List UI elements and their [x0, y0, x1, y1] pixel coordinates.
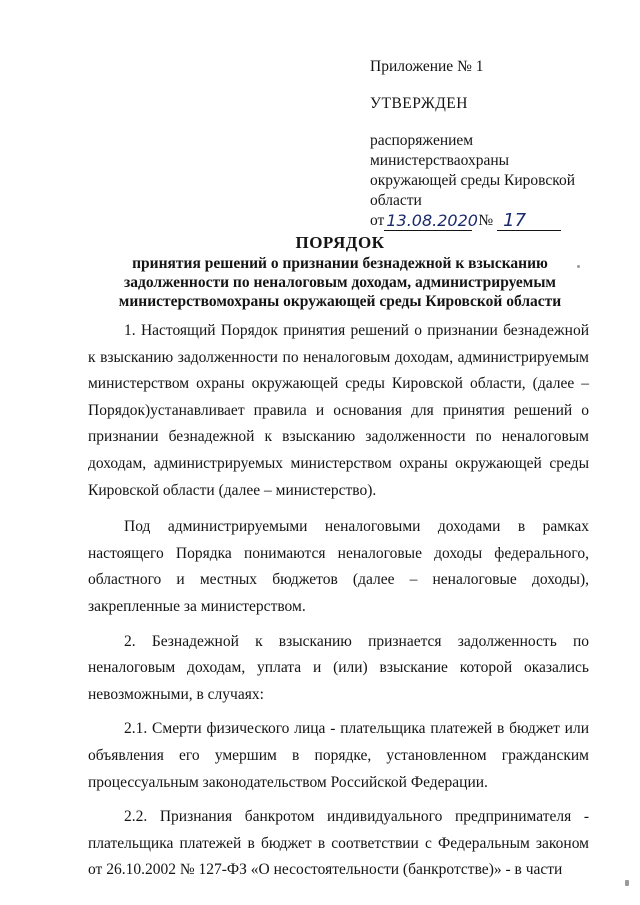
approved-label: УТВЕРЖДЕН — [370, 95, 468, 112]
paragraph: 2. Безнадежной к взысканию признается задолженность по неналоговым доходам, уплата и (или) взыскание которой оказались невозможными, в случаях: — [88, 632, 589, 703]
title-subtitle-line: принятия решений о признании безнадежной к взысканию — [132, 255, 548, 272]
number-sign: № — [478, 212, 494, 229]
title-heading: ПОРЯДОК — [295, 233, 385, 252]
approval-block — [370, 57, 610, 231]
order-line: министерстваохраны — [370, 152, 510, 169]
document-title — [80, 232, 600, 311]
handwritten-number: 17 — [497, 212, 561, 231]
date-prefix: от — [370, 212, 385, 229]
scan-artifact — [577, 265, 580, 268]
title-subtitle-line: министерствомохраны окружающей среды Кировской области — [118, 293, 562, 310]
title-subtitle-line: задолженности по неналоговым доходам, администрируемым — [124, 274, 556, 291]
date-number-line — [370, 211, 610, 231]
paragraph: 2.2. Признания банкротом индивидуального предпринимателя - плательщика платежей в бюджет в соответствии с Федеральным законом от 26.10.2002 № 127-ФЗ «О несостоятельности (банкротстве)» - в части — [88, 808, 589, 879]
appendix-label: Приложение № 1 — [370, 58, 484, 75]
paragraph: 1. Настоящий Порядок принятия решений о признании безнадежной к взысканию задолженности по неналоговым доходам, администрируемым министерством охраны окружающей среды Кировской области, (далее – Порядок)устанавливает правила и основания для принятия решений о признании безнадежной к взысканию задолженности по неналоговым доходам, администрируемых министерством охраны окружающей среды Кировской области (далее – министерство). — [88, 322, 589, 499]
paragraph: Под администрируемыми неналоговыми доходами в рамках настоящего Порядка понимаются неналоговые доходы федерального, областного и местных бюджетов (далее – неналоговые доходы), закрепленные за министерством. — [88, 518, 589, 615]
order-line: окружающей среды Кировской — [370, 172, 576, 189]
order-line: распоряжением — [370, 132, 474, 149]
order-line: области — [370, 192, 422, 209]
document-body — [88, 318, 589, 892]
handwritten-date: 13.08.2020 — [386, 211, 478, 230]
paragraph: 2.1. Смерти физического лица - плательщика платежей в бюджет или объявления его умершим в порядке, установленном гражданским процессуальным законодательством Российской Федерации. — [88, 720, 589, 791]
scan-artifact — [625, 880, 629, 886]
